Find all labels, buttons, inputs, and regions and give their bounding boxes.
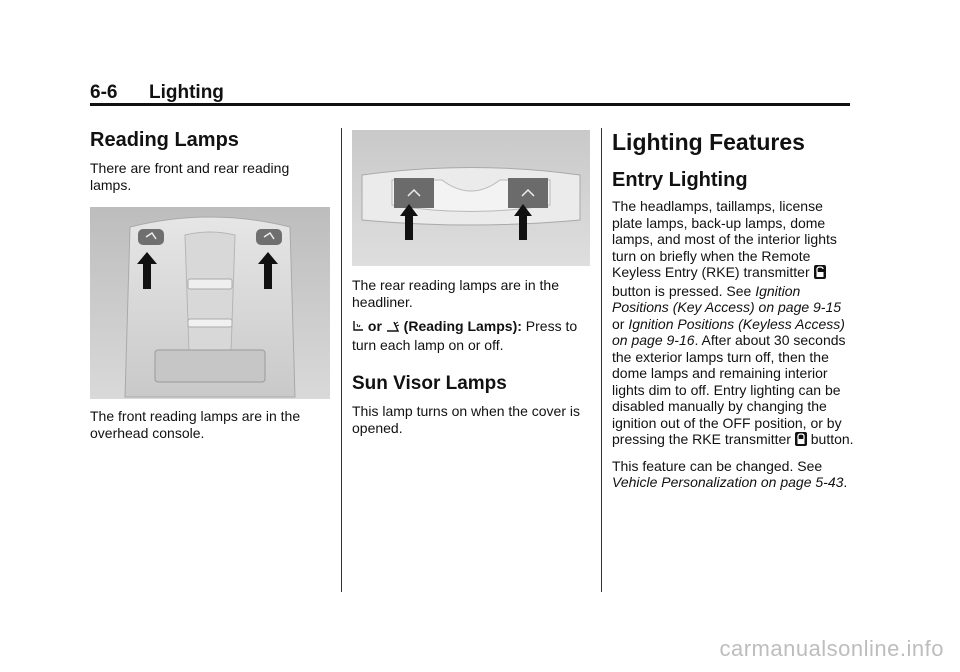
reading-lamps-desc: Press to turn each lamp on or off. <box>352 318 578 353</box>
reading-lamps-heading: Reading Lamps <box>90 129 239 151</box>
link-ignition-key-access[interactable]: Ignition Positions (Key Access) on page 9-15 <box>612 282 842 315</box>
or-word: or <box>367 318 382 334</box>
sun-visor-heading: Sun Visor Lamps <box>352 373 507 394</box>
watermark: carmanualsonline.info <box>719 636 944 661</box>
entry-text-4: button. <box>810 431 854 447</box>
entry-lighting-heading: Entry Lighting <box>612 169 748 191</box>
chapter-title: Lighting <box>149 82 224 103</box>
entry-text-3: After about 30 seconds the exterior lamps turn off, then the dome lamps and remaining interior lights dim to off. Entry lighting can be disabled manually by changing the ignition out of the OFF position, or by pressing the RKE transmitter <box>612 332 846 447</box>
page-header <box>90 82 850 104</box>
rear-lamps-caption: The rear reading lamps are in the headliner. <box>352 277 559 310</box>
reading-lamp-icon <box>352 320 364 337</box>
reading-lamps-label: (Reading Lamps): <box>403 318 522 334</box>
page-number: 6-6 <box>90 82 118 103</box>
column-1 <box>90 128 330 193</box>
front-lamps-caption: The front reading lamps are in the overhead console. <box>90 408 301 441</box>
link-ignition-keyless-access[interactable]: Ignition Positions (Keyless Access) on page 9-16 <box>612 315 845 348</box>
column-1-caption-block <box>90 408 330 441</box>
unlock-icon <box>814 265 826 283</box>
column-2 <box>352 277 590 436</box>
reading-lamp-icon-alt <box>386 320 400 337</box>
lighting-features-title: Lighting Features <box>612 129 805 155</box>
reading-lamp-control-text <box>352 318 590 353</box>
column-3 <box>612 128 854 491</box>
lock-icon <box>795 432 807 450</box>
header-rule <box>90 103 850 106</box>
reading-lamps-intro: There are front and rear reading lamps. <box>90 160 290 193</box>
entry-text-2: button is pressed. See <box>612 282 752 299</box>
column-divider-1 <box>341 128 342 592</box>
link-vehicle-personalization[interactable]: Vehicle Personalization on page 5-43 <box>612 474 844 490</box>
front-reading-lamps-photo <box>90 207 330 399</box>
sun-visor-text: This lamp turns on when the cover is opened. <box>352 403 580 436</box>
entry-lighting-paragraph: The headlamps, taillamps, license plate lamps, back-up lamps, dome lamps, and most of the interior lights turn on briefly when the Remote Keyless Entry (RKE) transmitter button is pressed. See Ignition Positions (Key Access) on page 9-15 or Ignition Positions (Keyless Access) on page 9-16. After about 30 seconds the exterior lamps turn off, then the dome lamps and remaining interior lights dim to off. Entry lighting can be disabled manually by changing the ignition out of the OFF position, or by pressing the RKE transmitter button. <box>612 198 854 450</box>
change-text: This feature can be changed. See <box>612 457 823 474</box>
entry-text-1: The headlamps, taillamps, license plate lamps, back-up lamps, dome lamps, and most of the interior lights turn on briefly when the Remote Keyless Entry (RKE) transmitter <box>612 198 837 280</box>
column-divider-2 <box>601 128 602 592</box>
personalization-paragraph: This feature can be changed. See Vehicle Personalization on page 5-43. <box>612 457 848 490</box>
rear-reading-lamps-photo <box>352 130 590 266</box>
or-word-2: or <box>612 315 625 332</box>
